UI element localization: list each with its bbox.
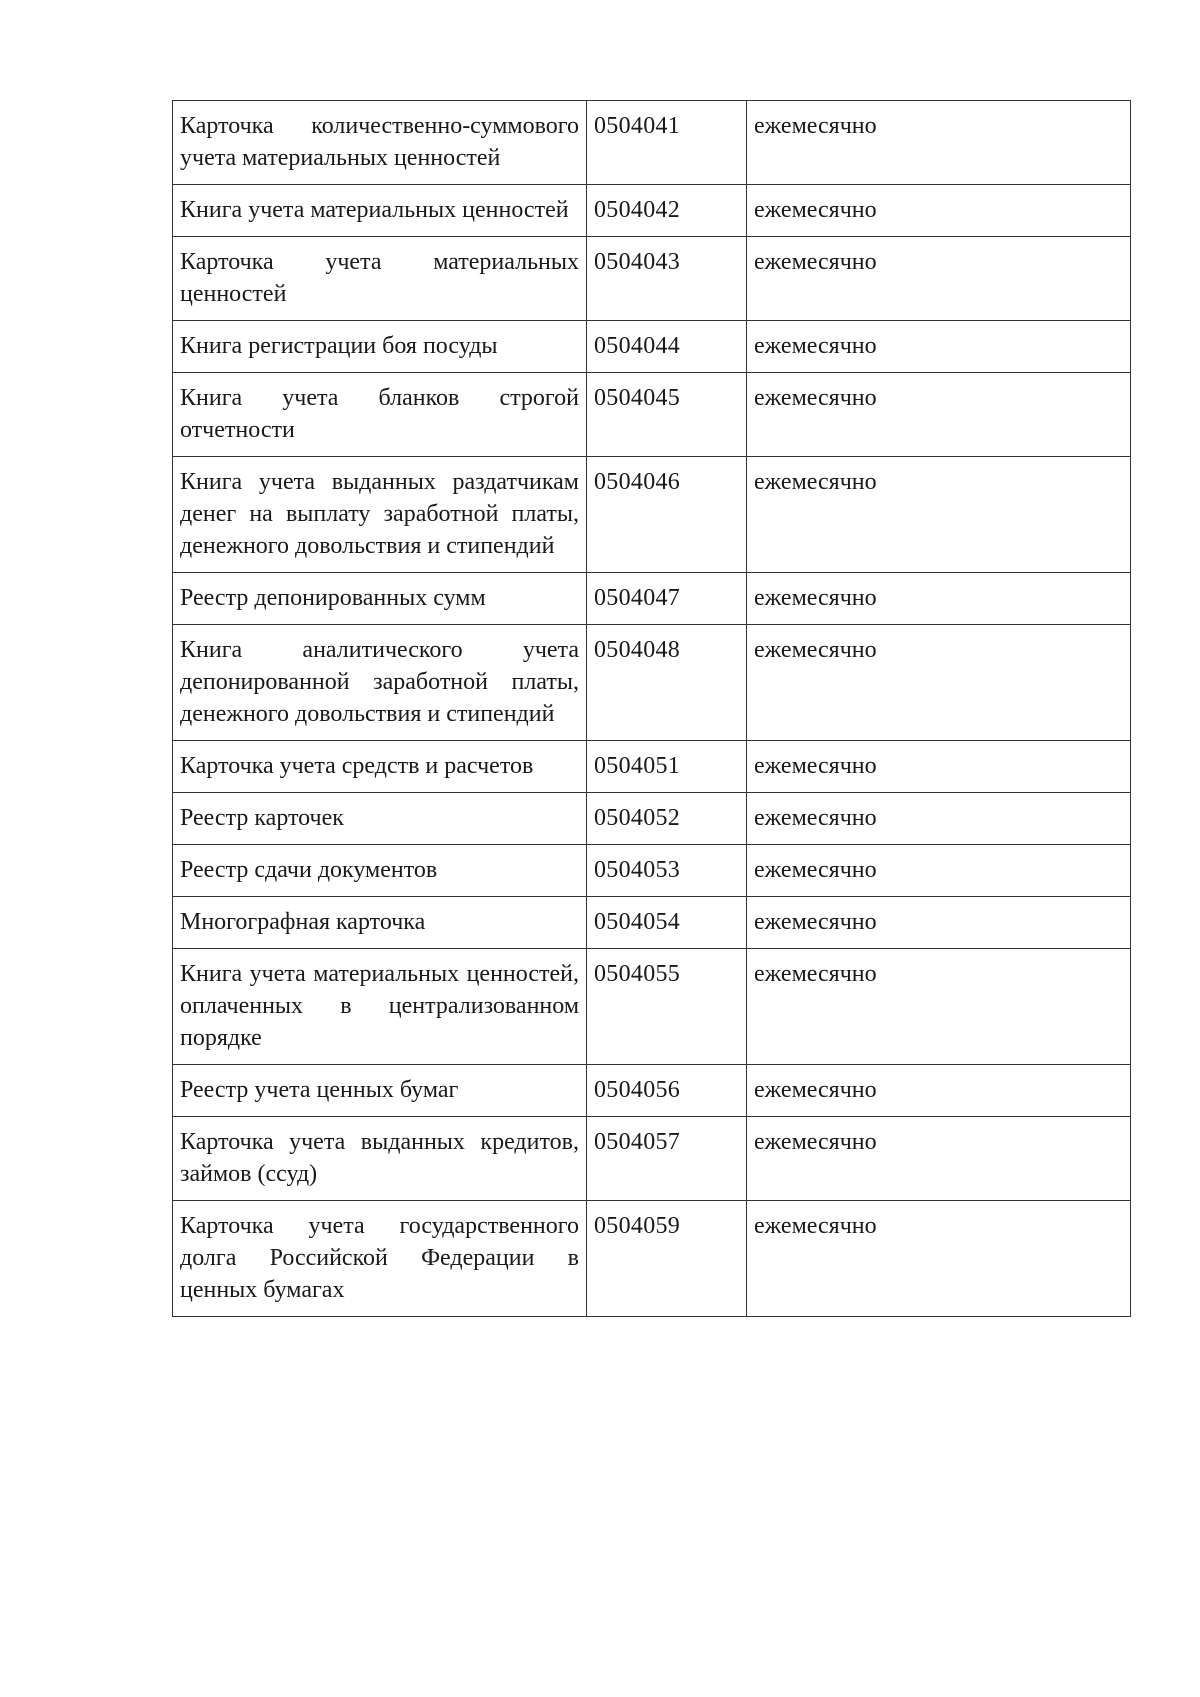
frequency: ежемесячно [747, 237, 1131, 321]
table-row [173, 1117, 1131, 1201]
frequency: ежемесячно [747, 1117, 1131, 1201]
table-row [173, 845, 1131, 897]
table-row [173, 237, 1131, 321]
form-name: Карточка учета государственного долга Российской Федерации в ценных бумагах [173, 1201, 587, 1317]
frequency: ежемесячно [747, 373, 1131, 457]
form-code: 0504052 [587, 793, 747, 845]
form-name: Книга аналитического учета депонированной заработной платы, денежного довольствия и стипендий [173, 625, 587, 741]
table-row [173, 625, 1131, 741]
frequency: ежемесячно [747, 573, 1131, 625]
form-code: 0504046 [587, 457, 747, 573]
form-code: 0504059 [587, 1201, 747, 1317]
table-row [173, 185, 1131, 237]
form-code: 0504044 [587, 321, 747, 373]
frequency: ежемесячно [747, 457, 1131, 573]
form-code: 0504041 [587, 101, 747, 185]
table-row [173, 949, 1131, 1065]
form-code: 0504055 [587, 949, 747, 1065]
form-code: 0504047 [587, 573, 747, 625]
frequency: ежемесячно [747, 741, 1131, 793]
form-code: 0504048 [587, 625, 747, 741]
form-code: 0504043 [587, 237, 747, 321]
form-name: Реестр карточек [173, 793, 587, 845]
form-code: 0504053 [587, 845, 747, 897]
form-code: 0504042 [587, 185, 747, 237]
frequency: ежемесячно [747, 897, 1131, 949]
form-name: Многографная карточка [173, 897, 587, 949]
form-name: Реестр депонированных сумм [173, 573, 587, 625]
frequency: ежемесячно [747, 949, 1131, 1065]
frequency: ежемесячно [747, 793, 1131, 845]
forms-table [172, 100, 1131, 1317]
table-row [173, 897, 1131, 949]
form-name: Карточка количественно-суммового учета материальных ценностей [173, 101, 587, 185]
frequency: ежемесячно [747, 845, 1131, 897]
frequency: ежемесячно [747, 625, 1131, 741]
table-row [173, 321, 1131, 373]
form-name: Карточка учета материальных ценностей [173, 237, 587, 321]
form-name: Книга учета материальных ценностей [173, 185, 587, 237]
form-code: 0504056 [587, 1065, 747, 1117]
form-name: Книга учета материальных ценностей, оплаченных в централизованном порядке [173, 949, 587, 1065]
form-name: Реестр учета ценных бумаг [173, 1065, 587, 1117]
form-code: 0504054 [587, 897, 747, 949]
table-row [173, 101, 1131, 185]
table-row [173, 1065, 1131, 1117]
form-name: Карточка учета выданных кредитов, займов (ссуд) [173, 1117, 587, 1201]
table-row [173, 457, 1131, 573]
form-name: Книга учета бланков строгой отчетности [173, 373, 587, 457]
frequency: ежемесячно [747, 185, 1131, 237]
frequency: ежемесячно [747, 321, 1131, 373]
form-name: Книга регистрации боя посуды [173, 321, 587, 373]
table-row [173, 793, 1131, 845]
form-name: Карточка учета средств и расчетов [173, 741, 587, 793]
frequency: ежемесячно [747, 1201, 1131, 1317]
table-row [173, 373, 1131, 457]
form-name: Книга учета выданных раздатчикам денег на выплату заработной платы, денежного довольствия и стипендий [173, 457, 587, 573]
frequency: ежемесячно [747, 101, 1131, 185]
form-name: Реестр сдачи документов [173, 845, 587, 897]
table-row [173, 573, 1131, 625]
frequency: ежемесячно [747, 1065, 1131, 1117]
form-code: 0504051 [587, 741, 747, 793]
form-code: 0504045 [587, 373, 747, 457]
table-row [173, 1201, 1131, 1317]
table-row [173, 741, 1131, 793]
form-code: 0504057 [587, 1117, 747, 1201]
